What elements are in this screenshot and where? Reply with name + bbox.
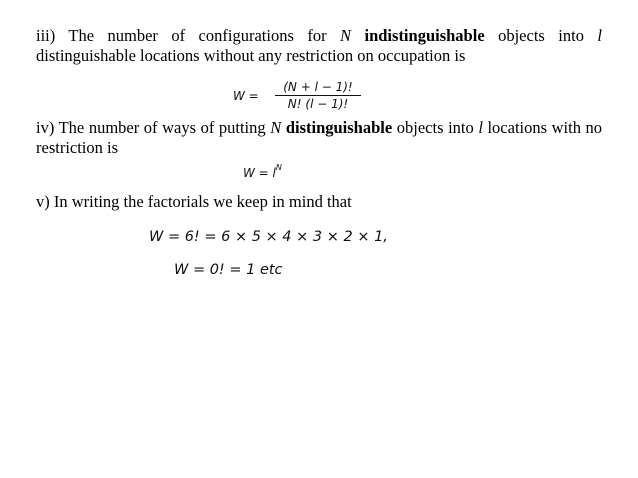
paragraph-iv-text-3: objects into	[392, 118, 479, 137]
paragraph-iii-bold-term: indistinguishable	[364, 26, 485, 45]
paragraph-v: v) In writing the factorials we keep in mind that	[36, 192, 352, 211]
paragraph-iv-var-n: N	[270, 118, 282, 137]
paragraph-iii-text-3: objects into	[484, 26, 598, 45]
paragraph-iii-var-n: N	[340, 26, 352, 45]
equation-2-exponent: N	[275, 163, 282, 172]
equation-1-denominator: N! (l − 1)!	[287, 97, 349, 111]
paragraph-iii-var-l: l	[597, 26, 602, 45]
equation-distinguishable-ways	[243, 165, 282, 180]
equation-2-lhs: W = l	[243, 166, 276, 180]
equation-1-fraction	[275, 80, 361, 111]
equation-zero-factorial: W = 0! = 1 etc	[174, 262, 283, 278]
paragraph-iv-var-l: l	[478, 118, 483, 137]
paragraph-iv	[36, 118, 602, 158]
paragraph-iii-text-4: distinguishable locations without any restriction on occupation is	[36, 46, 466, 65]
paragraph-iv-text-1: iv) The number of ways of putting	[36, 118, 271, 137]
equation-1-lhs: W =	[233, 89, 259, 103]
paragraph-iii-text-1: iii) The number of configurations for	[36, 26, 341, 45]
paragraph-iv-text-4: locations with no restriction is	[36, 118, 603, 157]
paragraph-iii	[36, 26, 602, 66]
paragraph-iv-bold-term: distinguishable	[285, 118, 393, 137]
equation-six-factorial: W = 6! = 6 × 5 × 4 × 3 × 2 × 1,	[149, 229, 388, 245]
equation-1-numerator: (N + l − 1)!	[275, 80, 361, 96]
paragraph-iii-text-2	[351, 26, 364, 45]
